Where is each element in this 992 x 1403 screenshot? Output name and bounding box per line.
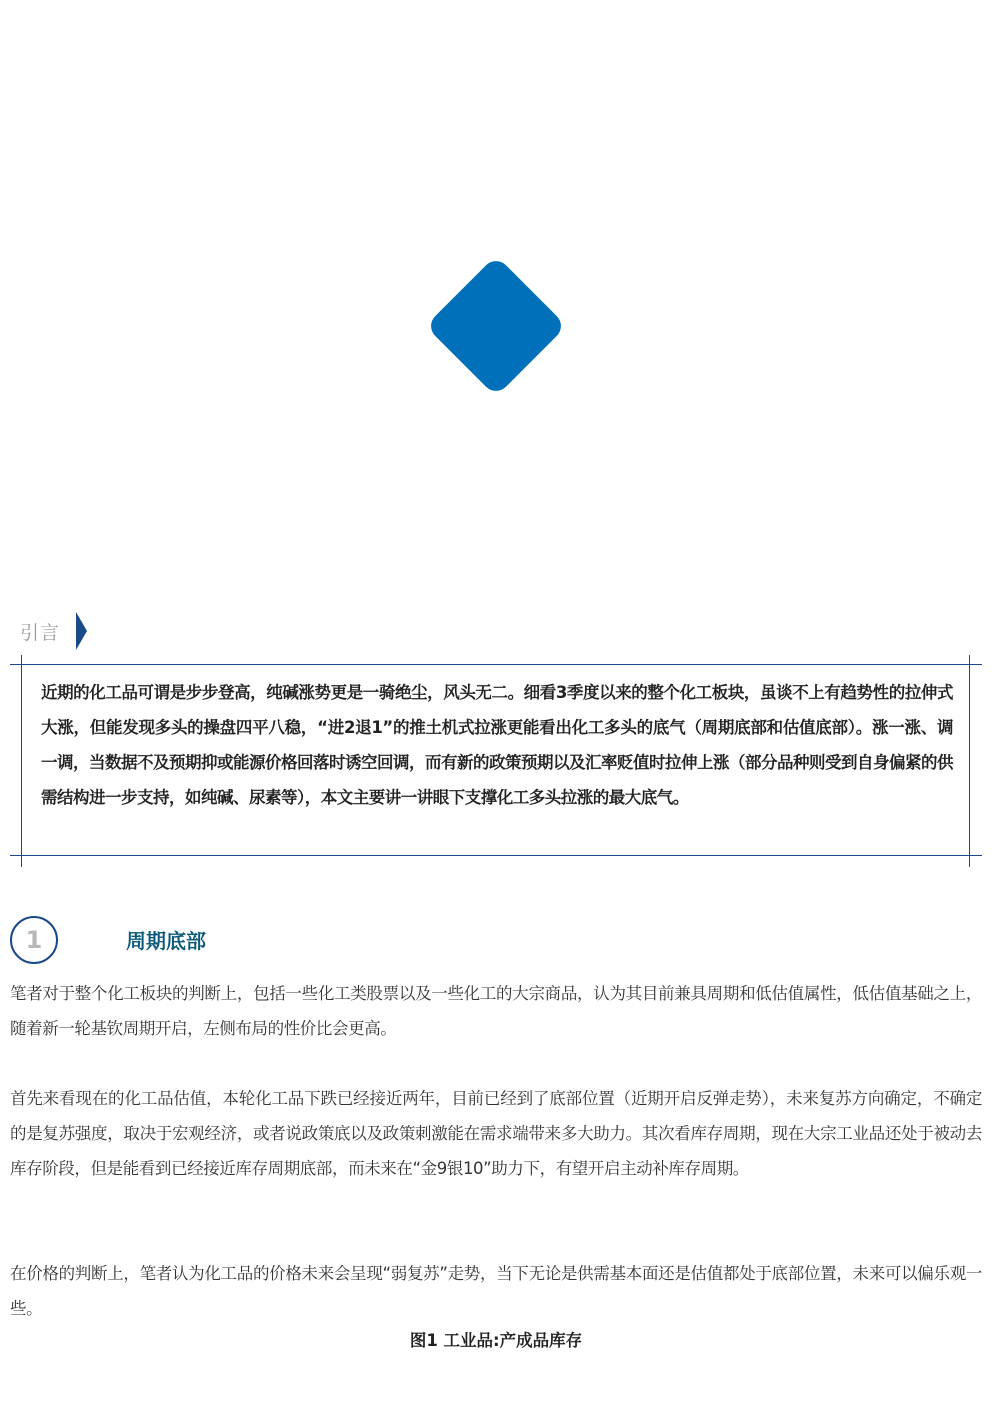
quote-border-bottom — [10, 855, 982, 856]
preface-label: 引言 — [20, 621, 61, 644]
hero-diamond-icon — [425, 255, 567, 397]
figure-caption: 图1 工业品:产成品库存 — [409, 1331, 583, 1350]
quote-text: 近期的化工品可谓是步步登高，纯碱涨势更是一骑绝尘，风头无二。细看3季度以来的整个化工板块，虽谈不上有趋势性的拉伸式大涨，但能发现多头的操盘四平八稳，“进2退1”的推土机式拉涨更能看出化工多头的底气（周期底部和估值底部）。涨一涨、调一调，当数据不及预期抑或能源价格回落时诱空回调，而有新的政策预期以及汇率贬值时拉伸上涨（部分品种则受到自身偏紧的供需结构进一步支持，如纯碱、尿素等），本文主要讲一讲眼下支撑化工多头拉涨的最大底气。 — [41, 683, 953, 807]
body-paragraph: 笔者对于整个化工板块的判断上，包括一些化工类股票以及一些化工的大宗商品，认为其目前兼具周期和低估值属性，低估值基础之上，随着新一轮基钦周期开启，左侧布局的性价比会更高。 — [10, 984, 982, 1038]
arrow-right-icon — [76, 612, 87, 650]
body-paragraph: 在价格的判断上，笔者认为化工品的价格未来会呈现“弱复苏”走势，当下无论是供需基本面还是估值都处于底部位置，未来可以偏乐观一些。 — [10, 1264, 982, 1318]
quote-border-top — [10, 664, 982, 665]
section-title: 周期底部 — [126, 929, 206, 953]
diamond-shape — [425, 255, 566, 396]
body-paragraph: 首先来看现在的化工品估值，本轮化工品下跌已经接近两年，目前已经到了底部位置（近期开启反弹走势），未来复苏方向确定，不确定的是复苏强度，取决于宏观经济，或者说政策底以及政策刺激能在需求端带来多大助力。其次看库存周期，现在大宗工业品还处于被动去库存阶段，但是能看到已经接近库存周期底部，而未来在“金9银10”助力下，有望开启主动补库存周期。 — [10, 1089, 982, 1178]
quote-border-left — [21, 655, 22, 867]
quote-box — [10, 655, 982, 867]
section-number-badge: 1 — [10, 916, 58, 964]
quote-border-right — [969, 655, 970, 867]
preface-header — [20, 612, 87, 650]
